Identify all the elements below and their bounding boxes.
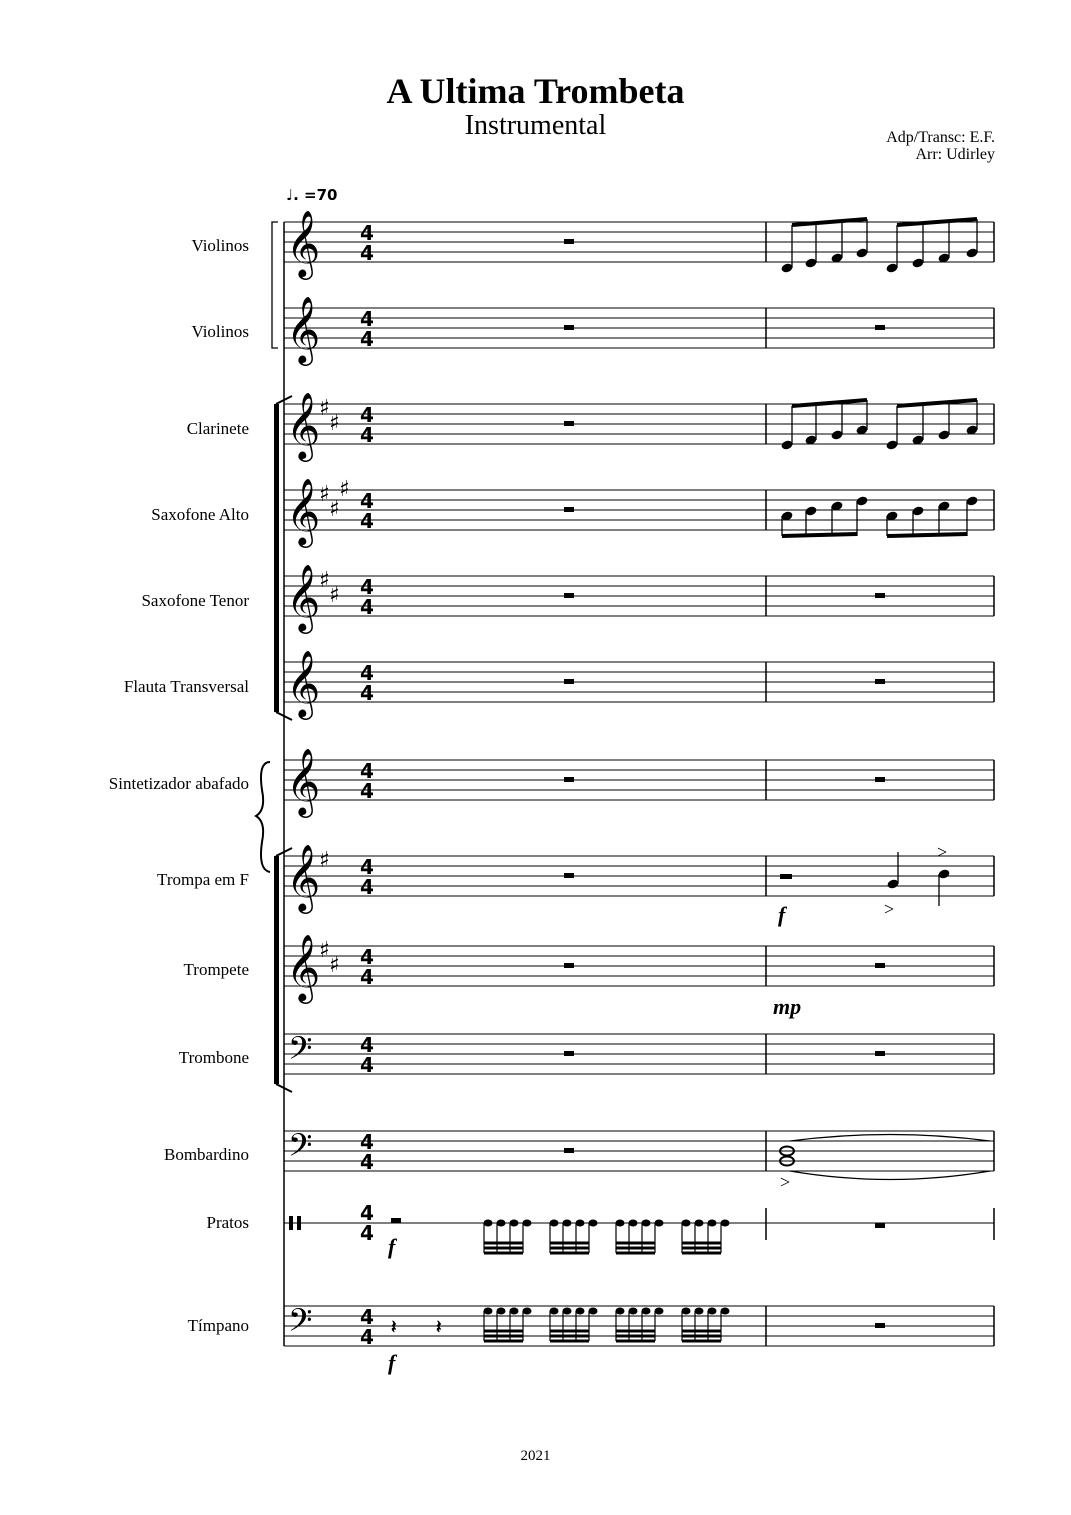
timpano-notehead (655, 1308, 664, 1315)
bombardino-tie (790, 1171, 990, 1180)
composer-credit: Adp/Transc: E.F. (886, 129, 995, 146)
whole-rest (875, 1051, 885, 1056)
treble-clef-icon: 𝄞 (286, 209, 321, 277)
time-sig-bottom: 4 (360, 595, 374, 619)
timpano-notehead (629, 1308, 638, 1315)
pratos-notehead (484, 1220, 493, 1227)
time-sig-bottom: 4 (360, 875, 374, 899)
arranger-credit: Arr: Udirley (915, 146, 995, 163)
bass-clef-icon: 𝄢 (288, 1030, 313, 1074)
timpano-notehead (616, 1308, 625, 1315)
whole-rest (875, 1223, 885, 1228)
time-sig-bottom: 4 (360, 327, 374, 351)
instrument-label-saxofone-tenor: Saxofone Tenor (141, 591, 249, 610)
time-sig-top: 4 (360, 575, 374, 599)
dynamic-trompa: f (778, 902, 786, 927)
time-sig-top: 4 (360, 945, 374, 969)
pratos-notehead (629, 1220, 638, 1227)
time-sig-top: 4 (360, 759, 374, 783)
instrument-label-violinos-1: Violinos (191, 236, 249, 255)
clarinete-beam (897, 400, 977, 406)
percussion-clef-icon (289, 1216, 293, 1230)
dynamic-timpano: f (388, 1350, 396, 1375)
instrument-label-violinos-2: Violinos (191, 322, 249, 341)
sharp-icon: ♯ (329, 583, 340, 608)
timpano-notehead (695, 1308, 704, 1315)
sharp-icon: ♯ (329, 497, 340, 522)
instrument-label-flauta: Flauta Transversal (123, 677, 249, 696)
dotted-quarter-note-icon: ♩. (286, 186, 299, 204)
sax-alto-beam (887, 534, 967, 536)
whole-rest (875, 325, 885, 330)
whole-rest (564, 1051, 574, 1056)
whole-rest (875, 593, 885, 598)
whole-rest (564, 239, 574, 244)
time-sig-bottom: 4 (360, 509, 374, 533)
timpano-notehead (589, 1308, 598, 1315)
sax-alto-beam (782, 534, 857, 536)
treble-clef-icon: 𝄞 (286, 933, 321, 1001)
whole-rest (564, 507, 574, 512)
sharp-icon: ♯ (339, 477, 350, 502)
timpano-notehead (510, 1308, 519, 1315)
pratos-notehead (708, 1220, 717, 1227)
timpano-notehead (563, 1308, 572, 1315)
treble-clef-icon: 𝄞 (286, 563, 321, 631)
piece-subtitle: Instrumental (464, 110, 607, 141)
whole-rest (564, 777, 574, 782)
treble-clef-icon: 𝄞 (286, 477, 321, 545)
sharp-icon: ♯ (329, 411, 340, 436)
time-sig-bottom: 4 (360, 1325, 374, 1349)
bass-clef-icon: 𝄢 (288, 1127, 313, 1171)
instrument-label-bombardino: Bombardino (164, 1145, 249, 1164)
sharp-icon: ♯ (329, 953, 340, 978)
pratos-notehead (721, 1220, 730, 1227)
whole-rest (875, 1323, 885, 1328)
treble-clef-icon: 𝄞 (286, 649, 321, 717)
clarinete-beam (792, 400, 867, 406)
instrument-label-trombone: Trombone (178, 1048, 249, 1067)
pratos-notehead (682, 1220, 691, 1227)
pratos-notehead (497, 1220, 506, 1227)
treble-clef-icon: 𝄞 (286, 391, 321, 459)
instrument-label-trompa: Trompa em F (157, 870, 249, 889)
pratos-notehead (563, 1220, 572, 1227)
whole-rest (875, 679, 885, 684)
time-sig-bottom: 4 (360, 1150, 374, 1174)
tempo-value: =70 (304, 186, 338, 204)
timpano-notehead (682, 1308, 691, 1315)
whole-rest (875, 777, 885, 782)
time-sig-top: 4 (360, 1033, 374, 1057)
pratos-notehead (642, 1220, 651, 1227)
violin-bracket (272, 222, 278, 348)
pratos-notehead (655, 1220, 664, 1227)
whole-rest (564, 679, 574, 684)
whole-rest (564, 325, 574, 330)
treble-clef-icon: 𝄞 (286, 747, 321, 815)
staves (284, 222, 994, 1346)
woodwind-bracket (274, 404, 279, 712)
bass-clef-icon: 𝄢 (288, 1302, 313, 1346)
pratos-notehead (576, 1220, 585, 1227)
pratos-notehead (695, 1220, 704, 1227)
timpano-notehead (550, 1308, 559, 1315)
half-rest (780, 874, 792, 879)
quarter-rest-icon: 𝄽 (391, 1317, 397, 1337)
time-sig-bottom: 4 (360, 423, 374, 447)
whole-rest (564, 421, 574, 426)
sharp-icon: ♯ (319, 482, 330, 507)
instrument-label-clarinete: Clarinete (186, 419, 249, 438)
timpano-notehead (523, 1308, 532, 1315)
whole-rest (564, 873, 574, 878)
instrument-label-sintetizador: Sintetizador abafado (108, 774, 249, 793)
timpano-notehead (642, 1308, 651, 1315)
time-sig-bottom: 4 (360, 779, 374, 803)
timpano-notehead (484, 1308, 493, 1315)
pratos-notehead (550, 1220, 559, 1227)
footer-year: 2021 (520, 1448, 551, 1464)
time-sig-bottom: 4 (360, 1053, 374, 1077)
pratos-notehead (616, 1220, 625, 1227)
timpano-notehead (497, 1308, 506, 1315)
timpano-notehead (721, 1308, 730, 1315)
dynamic-pratos: f (388, 1234, 396, 1259)
whole-rest (564, 963, 574, 968)
treble-clef-icon: 𝄞 (286, 843, 321, 911)
time-sig-top: 4 (360, 403, 374, 427)
pratos-notehead (589, 1220, 598, 1227)
treble-clef-icon: 𝄞 (286, 295, 321, 363)
time-sig-bottom: 4 (360, 241, 374, 265)
sharp-icon: ♯ (319, 848, 330, 873)
accent-icon: > (884, 899, 895, 919)
bombardino-tie (790, 1135, 990, 1142)
time-sig-top: 4 (360, 1130, 374, 1154)
pratos-notehead (523, 1220, 532, 1227)
quarter-rest-icon: 𝄽 (436, 1317, 442, 1337)
time-sig-top: 4 (360, 307, 374, 331)
time-sig-top: 4 (360, 855, 374, 879)
time-sig-top: 4 (360, 1305, 374, 1329)
accent-icon: > (780, 1172, 791, 1192)
sharp-icon: ♯ (319, 938, 330, 963)
timpano-notehead (576, 1308, 585, 1315)
timpano-notehead (708, 1308, 717, 1315)
sharp-icon: ♯ (319, 396, 330, 421)
time-sig-top: 4 (360, 221, 374, 245)
time-sig-bottom: 4 (360, 681, 374, 705)
whole-rest (564, 593, 574, 598)
whole-rest (875, 963, 885, 968)
synth-brace (256, 762, 270, 872)
time-sig-top: 4 (360, 1201, 374, 1225)
percussion-clef-icon (297, 1216, 301, 1230)
piece-title: A Ultima Trombeta (386, 71, 685, 111)
time-sig-top: 4 (360, 661, 374, 685)
time-sig-bottom: 4 (360, 965, 374, 989)
accent-icon: > (937, 842, 948, 862)
time-sig-top: 4 (360, 489, 374, 513)
brass-bracket (274, 856, 279, 1084)
instrument-label-saxofone-alto: Saxofone Alto (151, 505, 249, 524)
instrument-label-timpano: Tímpano (187, 1316, 249, 1335)
barlines (766, 222, 994, 1346)
instrument-label-pratos: Pratos (206, 1213, 249, 1232)
sharp-icon: ♯ (319, 568, 330, 593)
time-sig-bottom: 4 (360, 1221, 374, 1245)
pratos-notehead (510, 1220, 519, 1227)
whole-rest (564, 1148, 574, 1153)
instrument-label-trompete: Trompete (183, 960, 249, 979)
dynamic-trompete: mp (773, 994, 802, 1019)
half-rest (391, 1218, 401, 1223)
clefs (286, 209, 374, 1349)
